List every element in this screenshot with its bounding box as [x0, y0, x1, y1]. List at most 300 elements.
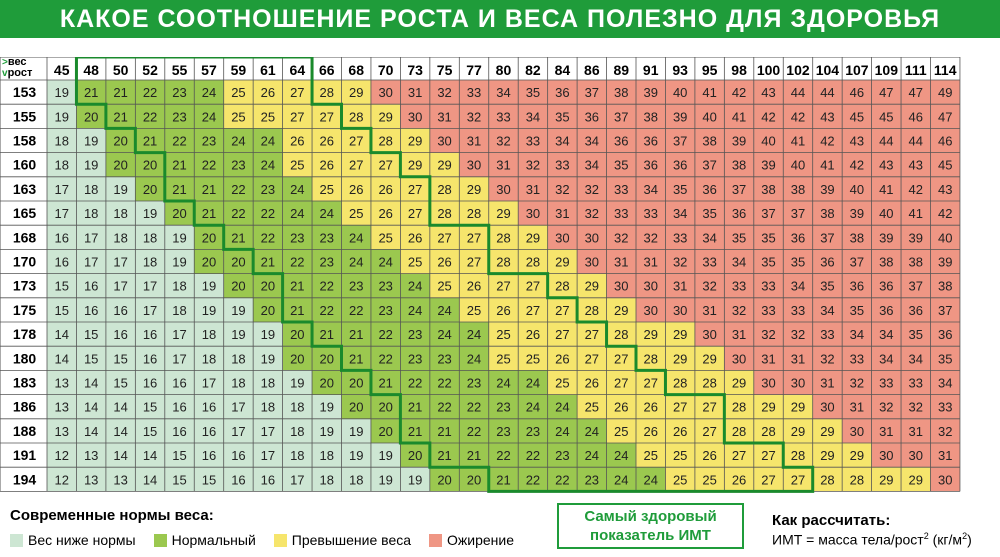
bmi-value: 25 [466, 302, 482, 318]
bmi-value: 29 [407, 133, 423, 149]
bmi-value: 36 [584, 109, 600, 125]
bmi-value: 29 [761, 399, 776, 415]
bmi-value: 21 [496, 472, 511, 488]
bmi-value: 38 [908, 254, 924, 270]
weight-header: 102 [786, 62, 810, 78]
bmi-value: 27 [555, 302, 570, 318]
height-header: 170 [12, 253, 37, 270]
bmi-value: 33 [849, 351, 865, 367]
bmi-value: 36 [702, 181, 717, 197]
formula-unit-open: (кг/м [928, 531, 963, 548]
bmi-value: 20 [437, 472, 452, 488]
bmi-value: 28 [348, 109, 364, 125]
bmi-value: 36 [790, 230, 806, 246]
height-header: 160 [12, 156, 37, 173]
bmi-value: 29 [672, 351, 688, 367]
bmi-value: 14 [113, 423, 128, 439]
bmi-value: 15 [142, 399, 158, 415]
bmi-value: 30 [790, 375, 806, 391]
bmi-value: 35 [731, 230, 747, 246]
bmi-value: 17 [172, 351, 187, 367]
bmi-value: 30 [525, 206, 541, 222]
bmi-value: 20 [407, 448, 423, 464]
bmi-value: 32 [849, 375, 865, 391]
weight-header: 104 [815, 62, 840, 78]
bmi-value: 15 [54, 278, 69, 294]
bmi-value: 38 [643, 109, 658, 125]
legend-label: Превышение веса [291, 532, 412, 548]
bmi-value: 24 [555, 423, 570, 439]
bmi-value: 20 [142, 181, 158, 197]
bmi-value: 24 [466, 327, 482, 343]
bmi-value: 26 [584, 375, 600, 391]
bmi-value: 29 [614, 302, 629, 318]
bmi-value: 18 [201, 351, 217, 367]
bmi-value: 21 [378, 375, 393, 391]
bmi-value: 19 [378, 472, 393, 488]
bmi-value: 30 [820, 399, 835, 415]
bmi-value: 20 [260, 278, 276, 294]
legend-item-overweight [274, 532, 411, 548]
bmi-value: 34 [496, 85, 511, 101]
bmi-value: 20 [260, 302, 276, 318]
bmi-value: 16 [83, 302, 99, 318]
bmi-value: 36 [614, 133, 629, 149]
bmi-value: 39 [672, 109, 688, 125]
bmi-value: 18 [142, 230, 158, 246]
howto-title: Как рассчитать: [772, 512, 891, 529]
bmi-value: 26 [348, 181, 364, 197]
bmi-value: 37 [702, 157, 717, 173]
bmi-value: 29 [672, 327, 688, 343]
bmi-value: 29 [555, 254, 570, 270]
weight-header: 84 [554, 62, 571, 78]
height-header: 194 [12, 471, 37, 488]
bmi-value: 17 [201, 375, 217, 391]
bmi-value: 31 [407, 85, 423, 101]
bmi-value: 46 [937, 133, 953, 149]
bmi-value: 31 [466, 133, 482, 149]
bmi-value: 27 [614, 351, 629, 367]
weight-axis-label: вес [7, 56, 27, 68]
bmi-formula [772, 531, 1000, 548]
bmi-value: 17 [260, 423, 276, 439]
bmi-value: 26 [407, 230, 423, 246]
bmi-value: 26 [466, 278, 482, 294]
bmi-value: 26 [496, 302, 511, 318]
bmi-value: 19 [142, 206, 158, 222]
bmi-value: 23 [525, 423, 541, 439]
bmi-value: 21 [172, 157, 187, 173]
legend-item-underweight [10, 532, 136, 548]
bmi-value: 14 [54, 351, 69, 367]
bmi-value: 22 [496, 448, 511, 464]
bmi-value: 17 [231, 399, 246, 415]
bmi-value: 32 [466, 109, 482, 125]
bmi-value: 26 [525, 327, 541, 343]
bmi-value: 24 [290, 206, 305, 222]
bmi-value: 29 [496, 206, 511, 222]
bmi-value: 43 [937, 181, 953, 197]
bmi-value: 31 [702, 302, 717, 318]
height-header: 186 [12, 398, 37, 415]
weight-header: 114 [933, 62, 957, 78]
bmi-value: 16 [113, 327, 128, 343]
bmi-value: 28 [761, 423, 776, 439]
bmi-value: 16 [172, 375, 187, 391]
bmi-value: 19 [348, 423, 364, 439]
bmi-value: 27 [378, 157, 393, 173]
bmi-value: 29 [407, 157, 423, 173]
bmi-value: 43 [908, 157, 924, 173]
bmi-value: 15 [54, 302, 69, 318]
bmi-value: 27 [319, 109, 335, 125]
bmi-value: 17 [231, 423, 246, 439]
down-arrow-icon: v [2, 68, 8, 79]
bmi-table [0, 57, 1000, 494]
bmi-value: 20 [201, 254, 217, 270]
bmi-value: 31 [761, 351, 776, 367]
bmi-value: 19 [54, 85, 69, 101]
weight-header: 45 [53, 62, 70, 78]
bmi-value: 21 [201, 206, 217, 222]
bmi-value: 29 [702, 351, 717, 367]
bmi-value: 20 [348, 399, 364, 415]
bmi-value: 25 [672, 448, 688, 464]
bmi-value: 20 [83, 109, 99, 125]
bmi-value: 36 [908, 302, 924, 318]
bmi-value: 25 [319, 181, 335, 197]
corner-header [2, 57, 32, 79]
height-header: 153 [12, 84, 37, 101]
bmi-value: 23 [378, 278, 393, 294]
bmi-value: 21 [231, 230, 246, 246]
formula-prefix: ИМТ = масса тела/рост [772, 531, 924, 548]
bmi-value: 39 [908, 230, 924, 246]
bmi-value: 38 [879, 254, 894, 270]
bmi-value: 22 [378, 327, 393, 343]
bmi-value: 38 [731, 157, 747, 173]
bmi-value: 16 [113, 302, 128, 318]
bmi-value: 30 [584, 254, 600, 270]
height-header: 191 [12, 447, 37, 464]
height-header: 158 [12, 132, 37, 149]
legend-swatch-underweight [10, 534, 23, 547]
bmi-value: 13 [54, 423, 69, 439]
bmi-value: 18 [231, 351, 246, 367]
weight-header: 98 [731, 62, 747, 78]
bmi-value: 36 [820, 254, 835, 270]
bmi-value: 18 [290, 399, 305, 415]
bmi-value: 28 [584, 302, 600, 318]
bmi-value: 30 [672, 302, 688, 318]
bmi-value: 27 [584, 351, 600, 367]
bmi-value: 16 [231, 448, 246, 464]
bmi-value: 32 [937, 423, 953, 439]
bmi-value: 22 [525, 472, 541, 488]
bmi-value: 22 [142, 85, 158, 101]
bmi-value: 29 [790, 423, 806, 439]
bmi-value: 24 [525, 399, 541, 415]
bmi-value: 21 [437, 448, 452, 464]
bmi-value: 46 [908, 109, 924, 125]
bmi-value: 33 [937, 399, 953, 415]
bmi-value: 31 [555, 206, 570, 222]
bmi-value: 35 [908, 327, 924, 343]
right-arrow-icon: > [2, 57, 8, 68]
bmi-value: 19 [83, 133, 99, 149]
bmi-value: 16 [231, 472, 246, 488]
bmi-value: 25 [702, 472, 717, 488]
bmi-value: 33 [761, 278, 776, 294]
bmi-value: 20 [319, 375, 335, 391]
height-header: 180 [12, 350, 37, 367]
bmi-value: 18 [348, 472, 364, 488]
bmi-value: 19 [201, 278, 217, 294]
bmi-value: 27 [466, 230, 482, 246]
bmi-value: 21 [348, 327, 364, 343]
bmi-value: 21 [201, 181, 217, 197]
bmi-value: 20 [172, 206, 187, 222]
bmi-value: 38 [820, 206, 835, 222]
bmi-value: 31 [731, 327, 747, 343]
bmi-value: 20 [231, 278, 246, 294]
bmi-value: 13 [83, 448, 99, 464]
bmi-value: 14 [113, 399, 128, 415]
bmi-value: 20 [466, 472, 482, 488]
bmi-value: 30 [378, 85, 393, 101]
bmi-value: 27 [437, 230, 452, 246]
formula-unit-exp: 2 [962, 531, 968, 541]
bmi-value: 31 [790, 351, 806, 367]
bmi-value: 31 [496, 157, 511, 173]
bmi-value: 32 [584, 181, 600, 197]
bmi-value: 30 [908, 448, 924, 464]
bmi-value: 33 [614, 181, 629, 197]
bmi-value: 20 [142, 157, 158, 173]
bmi-value: 19 [113, 181, 128, 197]
bmi-value: 31 [937, 448, 953, 464]
bmi-value: 30 [437, 133, 452, 149]
bmi-value: 15 [83, 327, 99, 343]
bmi-value: 25 [231, 85, 246, 101]
weight-header: 66 [318, 62, 335, 78]
bmi-value: 38 [790, 181, 806, 197]
bmi-value: 32 [672, 254, 688, 270]
bmi-value: 33 [820, 327, 835, 343]
how-to-calculate [772, 512, 1000, 548]
bmi-value: 20 [378, 399, 393, 415]
bmi-value: 24 [584, 423, 600, 439]
bmi-value: 29 [908, 472, 924, 488]
height-header: 188 [12, 422, 37, 439]
bmi-value: 42 [908, 181, 924, 197]
weight-header: 61 [260, 62, 276, 78]
bmi-value: 14 [54, 327, 69, 343]
bmi-value: 27 [496, 278, 511, 294]
bmi-value: 24 [290, 181, 305, 197]
bmi-value: 25 [407, 254, 423, 270]
bmi-value: 32 [702, 278, 717, 294]
bmi-value: 34 [820, 302, 835, 318]
bmi-value: 43 [761, 85, 776, 101]
weight-header: 52 [142, 62, 158, 78]
bmi-value: 37 [820, 230, 835, 246]
bmi-value: 31 [614, 254, 629, 270]
bmi-value: 27 [466, 254, 482, 270]
bmi-value: 36 [879, 278, 894, 294]
bmi-value: 24 [260, 157, 276, 173]
bmi-value: 41 [879, 181, 894, 197]
bmi-value: 15 [113, 375, 128, 391]
healthy-box-line2: показатель ИМТ [590, 527, 711, 544]
bmi-value: 41 [908, 206, 924, 222]
bmi-value: 43 [879, 157, 894, 173]
bmi-value: 41 [702, 85, 717, 101]
bmi-value: 18 [290, 448, 305, 464]
bmi-value: 23 [407, 351, 423, 367]
bmi-value: 28 [731, 423, 747, 439]
bmi-value: 20 [231, 254, 246, 270]
legend-label: Нормальный [171, 532, 256, 548]
bmi-value: 40 [761, 133, 776, 149]
bmi-value: 22 [142, 109, 158, 125]
bmi-value: 37 [584, 85, 600, 101]
bmi-value: 29 [437, 157, 452, 173]
bmi-value: 28 [672, 375, 688, 391]
bmi-value: 20 [113, 133, 128, 149]
bmi-value: 30 [614, 278, 629, 294]
bmi-value: 18 [113, 230, 128, 246]
bmi-value: 21 [142, 133, 158, 149]
bmi-value: 26 [614, 399, 629, 415]
bmi-value: 42 [790, 109, 806, 125]
bmi-value: 32 [820, 351, 835, 367]
weight-header: 100 [756, 62, 781, 78]
bmi-value: 17 [83, 254, 99, 270]
bmi-value: 28 [437, 206, 452, 222]
bmi-value: 35 [702, 206, 717, 222]
bmi-value: 24 [643, 472, 658, 488]
bmi-value: 22 [319, 278, 335, 294]
bmi-value: 17 [290, 472, 305, 488]
bmi-value: 23 [584, 472, 600, 488]
bmi-value: 18 [54, 157, 69, 173]
bmi-value: 34 [731, 254, 747, 270]
bmi-value: 28 [702, 375, 717, 391]
bmi-value: 28 [378, 133, 393, 149]
bmi-value: 22 [319, 302, 335, 318]
bmi-value: 21 [260, 254, 276, 270]
bmi-value: 28 [466, 206, 482, 222]
bmi-value: 25 [290, 157, 305, 173]
bmi-value: 29 [790, 399, 806, 415]
bmi-value: 26 [378, 181, 393, 197]
bmi-value: 14 [83, 423, 99, 439]
legend-item-obese [429, 532, 514, 548]
bmi-value: 31 [672, 278, 688, 294]
bmi-value: 15 [83, 351, 99, 367]
bmi-value: 28 [555, 278, 570, 294]
bmi-value: 34 [702, 230, 717, 246]
weight-header: 70 [377, 62, 394, 78]
bmi-value: 24 [201, 85, 217, 101]
bmi-value: 18 [83, 206, 99, 222]
bmi-value: 30 [702, 327, 717, 343]
weight-header: 50 [112, 62, 129, 78]
bmi-value: 22 [260, 230, 276, 246]
bmi-value: 35 [790, 254, 806, 270]
bmi-value: 30 [643, 302, 658, 318]
bmi-value: 37 [731, 181, 747, 197]
bmi-value: 42 [849, 157, 865, 173]
bmi-value: 23 [496, 423, 511, 439]
bmi-value: 35 [525, 85, 541, 101]
bmi-value: 16 [54, 230, 69, 246]
bmi-value: 34 [672, 206, 688, 222]
legend-label: Ожирение [447, 532, 515, 548]
bmi-value: 17 [54, 181, 69, 197]
bmi-value: 23 [260, 181, 276, 197]
bmi-value: 35 [761, 230, 776, 246]
bmi-value: 44 [908, 133, 924, 149]
bmi-value: 25 [555, 375, 570, 391]
bmi-value: 18 [54, 133, 69, 149]
bmi-value: 18 [201, 327, 217, 343]
height-header: 183 [12, 374, 37, 391]
bmi-value: 27 [702, 399, 717, 415]
bmi-value: 22 [407, 375, 423, 391]
bmi-value: 38 [849, 230, 865, 246]
bmi-value: 24 [348, 230, 364, 246]
bmi-value: 15 [201, 472, 217, 488]
bmi-value: 47 [908, 85, 924, 101]
bmi-value: 26 [731, 472, 747, 488]
bmi-value: 20 [378, 423, 393, 439]
legend-swatch-overweight [274, 534, 287, 547]
bmi-value: 24 [319, 206, 335, 222]
bmi-value: 13 [83, 472, 99, 488]
bmi-value: 31 [908, 423, 924, 439]
bmi-value: 28 [437, 181, 452, 197]
bmi-value: 20 [319, 351, 335, 367]
bmi-value: 29 [820, 448, 835, 464]
bmi-value: 22 [466, 399, 482, 415]
bmi-value: 31 [820, 375, 835, 391]
bmi-value: 27 [731, 448, 747, 464]
bmi-value: 27 [761, 472, 776, 488]
bmi-value: 33 [555, 157, 570, 173]
bmi-value: 26 [555, 351, 570, 367]
bmi-value: 21 [290, 278, 305, 294]
legend-swatch-normal [154, 534, 167, 547]
bmi-value: 30 [584, 230, 600, 246]
bmi-value: 36 [731, 206, 747, 222]
bmi-value: 47 [879, 85, 894, 101]
bmi-value: 27 [761, 448, 776, 464]
weight-header: 75 [436, 62, 453, 78]
bmi-value: 31 [879, 423, 894, 439]
bmi-value: 32 [496, 133, 511, 149]
bmi-value: 32 [790, 327, 806, 343]
bmi-value: 40 [879, 206, 894, 222]
bmi-value: 45 [937, 157, 953, 173]
bmi-grid [0, 57, 1000, 494]
bmi-value: 37 [672, 133, 688, 149]
height-header: 165 [12, 205, 37, 222]
bmi-value: 24 [437, 302, 452, 318]
bmi-value: 27 [407, 206, 423, 222]
